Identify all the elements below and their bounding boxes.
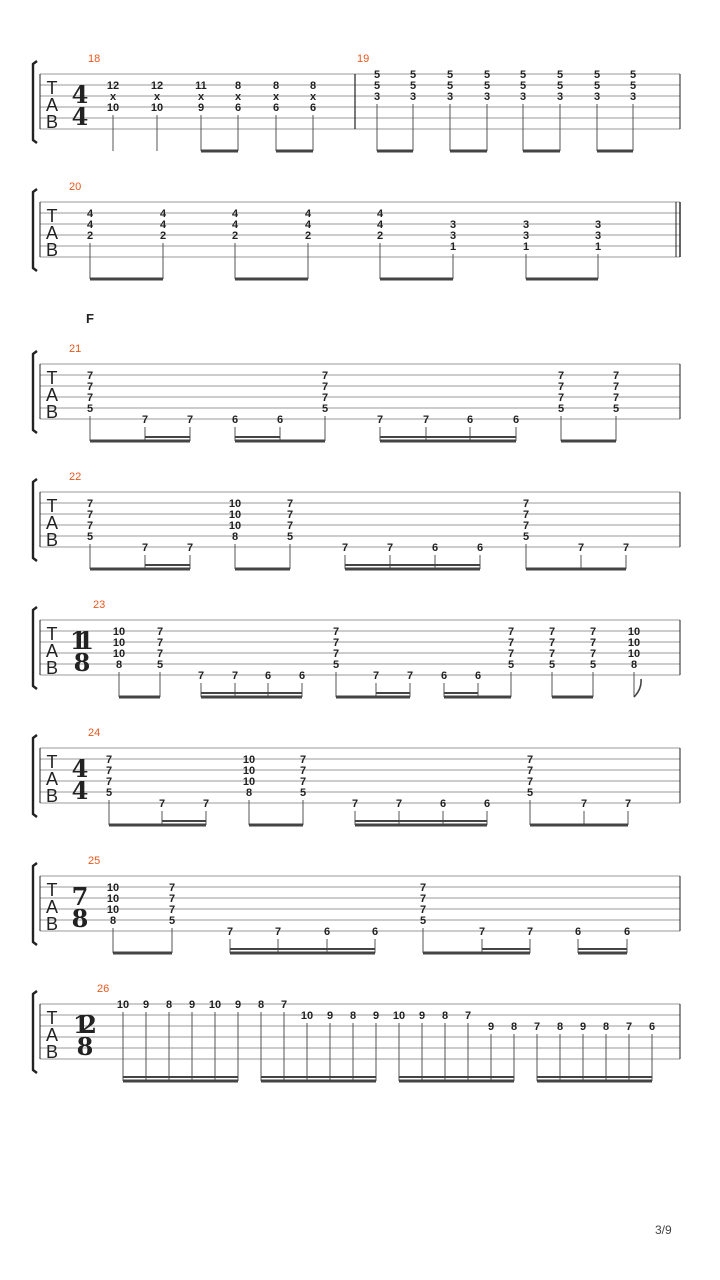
fret-number: 7 xyxy=(526,765,534,777)
fret-number: 9 xyxy=(197,102,205,114)
fret-number: 7 xyxy=(376,414,384,426)
fret-number: 6 xyxy=(323,926,331,938)
fret-number: 5 xyxy=(612,403,620,415)
system-bracket xyxy=(33,863,37,945)
fret-number: 4 xyxy=(304,208,312,220)
fret-number: 8 xyxy=(441,1010,449,1022)
fret-number: 4 xyxy=(376,208,384,220)
fret-number: 7 xyxy=(522,509,530,521)
fret-number: 6 xyxy=(234,102,242,114)
fret-number: 6 xyxy=(309,102,317,114)
fret-number: 5 xyxy=(556,80,564,92)
fret-number: 5 xyxy=(556,69,564,81)
fret-number: 5 xyxy=(409,69,417,81)
tab-letter: A xyxy=(45,1025,59,1045)
page-number: 3/9 xyxy=(655,1223,672,1237)
fret-number: 5 xyxy=(526,787,534,799)
fret-number: 7 xyxy=(226,926,234,938)
fret-number: 6 xyxy=(476,542,484,554)
tab-letter: A xyxy=(45,897,59,917)
fret-number: 7 xyxy=(548,648,556,660)
fret-number: 5 xyxy=(593,69,601,81)
fret-number: 8 xyxy=(234,80,242,92)
fret-number: 3 xyxy=(556,91,564,103)
fret-number: 5 xyxy=(409,80,417,92)
fret-number: 5 xyxy=(557,403,565,415)
fret-number: 7 xyxy=(105,776,113,788)
fret-number: 8 xyxy=(630,659,638,671)
fret-number: 5 xyxy=(86,531,94,543)
time-signature-top: 4 xyxy=(71,80,89,109)
fret-number: 6 xyxy=(483,798,491,810)
measure-number: 20 xyxy=(69,181,82,193)
fret-number: 10 xyxy=(627,637,641,649)
fret-number: 7 xyxy=(612,370,620,382)
fret-number: 7 xyxy=(464,1010,472,1022)
fret-number: 10 xyxy=(106,904,120,916)
fret-number: 7 xyxy=(156,648,164,660)
fret-number: 5 xyxy=(168,915,176,927)
fret-number: x xyxy=(309,91,317,103)
fret-number: 7 xyxy=(341,542,349,554)
fret-number: 3 xyxy=(373,91,381,103)
fret-number: 7 xyxy=(286,520,294,532)
fret-number: 7 xyxy=(478,926,486,938)
fret-number: 9 xyxy=(234,999,242,1011)
fret-number: 5 xyxy=(156,659,164,671)
fret-number: 7 xyxy=(156,626,164,638)
fret-number: 4 xyxy=(304,219,312,231)
fret-number: 9 xyxy=(579,1021,587,1033)
fret-number: 6 xyxy=(231,414,239,426)
measure-number: 25 xyxy=(88,855,101,867)
fret-number: 6 xyxy=(474,670,482,682)
measure-number: 19 xyxy=(357,53,370,65)
tab-letter: A xyxy=(45,513,59,533)
fret-number: 12 xyxy=(150,80,164,92)
note-flag xyxy=(634,679,641,697)
fret-number: 5 xyxy=(321,403,329,415)
fret-number: 7 xyxy=(156,637,164,649)
fret-number: 10 xyxy=(228,520,242,532)
fret-number: 7 xyxy=(286,509,294,521)
system-bracket xyxy=(33,991,37,1073)
fret-number: 7 xyxy=(351,798,359,810)
tab-letter: B xyxy=(45,786,59,806)
system-bracket xyxy=(33,479,37,561)
fret-number: 12 xyxy=(106,80,120,92)
fret-number: 5 xyxy=(483,80,491,92)
fret-number: 7 xyxy=(141,414,149,426)
fret-number: 10 xyxy=(242,754,256,766)
fret-number: 7 xyxy=(422,414,430,426)
fret-number: 5 xyxy=(629,69,637,81)
fret-number: 10 xyxy=(208,999,222,1011)
fret-number: 8 xyxy=(272,80,280,92)
tab-letter: B xyxy=(45,914,59,934)
fret-number: 7 xyxy=(321,381,329,393)
fret-number: 10 xyxy=(150,102,164,114)
time-signature-bottom: 4 xyxy=(71,102,89,131)
tab-letter: T xyxy=(46,752,58,772)
fret-number: 10 xyxy=(242,765,256,777)
fret-number: 10 xyxy=(228,498,242,510)
tab-letter: T xyxy=(46,624,58,644)
fret-number: 7 xyxy=(86,520,94,532)
fret-number: 7 xyxy=(321,392,329,404)
fret-number: 7 xyxy=(548,626,556,638)
fret-number: 1 xyxy=(594,241,602,253)
fret-number: 7 xyxy=(86,381,94,393)
fret-number: 6 xyxy=(512,414,520,426)
tab-letter: B xyxy=(45,402,59,422)
measure-number: 26 xyxy=(97,983,110,995)
fret-number: x xyxy=(234,91,242,103)
tab-letter: A xyxy=(45,95,59,115)
fret-number: 3 xyxy=(629,91,637,103)
tab-letter: T xyxy=(46,496,58,516)
fret-number: 10 xyxy=(106,893,120,905)
fret-number: 4 xyxy=(159,208,167,220)
fret-number: 7 xyxy=(202,798,210,810)
fret-number: 10 xyxy=(112,637,126,649)
time-signature-top: 7 xyxy=(71,882,89,911)
measure-number: 21 xyxy=(69,343,82,355)
fret-number: 7 xyxy=(231,670,239,682)
fret-number: 5 xyxy=(286,531,294,543)
time-signature-bottom: 8 xyxy=(73,648,91,677)
fret-number: 7 xyxy=(625,1021,633,1033)
fret-number: 5 xyxy=(446,69,454,81)
fret-number: 4 xyxy=(376,219,384,231)
fret-number: 7 xyxy=(612,392,620,404)
time-signature-bottom: 8 xyxy=(76,1032,94,1061)
fret-number: 10 xyxy=(242,776,256,788)
fret-number: 5 xyxy=(589,659,597,671)
fret-number: 3 xyxy=(594,230,602,242)
fret-number: 6 xyxy=(648,1021,656,1033)
time-signature-top: 4 xyxy=(71,754,89,783)
time-signature-bottom: 8 xyxy=(71,904,89,933)
fret-number: 7 xyxy=(332,648,340,660)
fret-number: 7 xyxy=(332,626,340,638)
fret-number: 7 xyxy=(419,882,427,894)
fret-number: 2 xyxy=(159,230,167,242)
fret-number: 5 xyxy=(419,915,427,927)
fret-number: 7 xyxy=(533,1021,541,1033)
fret-number: 6 xyxy=(276,414,284,426)
fret-number: 7 xyxy=(86,498,94,510)
fret-number: 3 xyxy=(593,91,601,103)
fret-number: 7 xyxy=(86,509,94,521)
fret-number: 6 xyxy=(272,102,280,114)
fret-number: 3 xyxy=(446,91,454,103)
fret-number: 3 xyxy=(483,91,491,103)
fret-number: 8 xyxy=(231,531,239,543)
fret-number: 9 xyxy=(418,1010,426,1022)
system-bracket xyxy=(33,351,37,433)
fret-number: 5 xyxy=(519,80,527,92)
fret-number: 7 xyxy=(372,670,380,682)
fret-number: 8 xyxy=(257,999,265,1011)
fret-number: 7 xyxy=(105,754,113,766)
fret-number: 7 xyxy=(419,893,427,905)
fret-number: x xyxy=(272,91,280,103)
fret-number: 9 xyxy=(142,999,150,1011)
fret-number: 3 xyxy=(522,230,530,242)
tab-letter: A xyxy=(45,223,59,243)
fret-number: 7 xyxy=(622,542,630,554)
fret-number: 7 xyxy=(612,381,620,393)
system-bracket xyxy=(33,735,37,817)
fret-number: 7 xyxy=(321,370,329,382)
fret-number: 8 xyxy=(349,1010,357,1022)
section-marker: F xyxy=(86,311,94,326)
fret-number: 8 xyxy=(115,659,123,671)
fret-number: 7 xyxy=(105,765,113,777)
fret-number: 5 xyxy=(446,80,454,92)
fret-number: 5 xyxy=(332,659,340,671)
fret-number: 5 xyxy=(86,403,94,415)
fret-number: 7 xyxy=(158,798,166,810)
fret-number: 7 xyxy=(280,999,288,1011)
measure-number: 22 xyxy=(69,471,82,483)
fret-number: 8 xyxy=(245,787,253,799)
fret-number: 7 xyxy=(507,637,515,649)
fret-number: 6 xyxy=(431,542,439,554)
tab-letter: A xyxy=(45,385,59,405)
tab-letter: B xyxy=(45,1042,59,1062)
fret-number: 3 xyxy=(522,219,530,231)
fret-number: 2 xyxy=(231,230,239,242)
fret-number: x xyxy=(109,91,117,103)
fret-number: 7 xyxy=(332,637,340,649)
measure-number: 24 xyxy=(88,727,101,739)
fret-number: 10 xyxy=(228,509,242,521)
fret-number: 7 xyxy=(141,542,149,554)
fret-number: 7 xyxy=(395,798,403,810)
fret-number: 7 xyxy=(526,926,534,938)
fret-number: 4 xyxy=(159,219,167,231)
fret-number: 5 xyxy=(299,787,307,799)
fret-number: 6 xyxy=(466,414,474,426)
tab-letter: B xyxy=(45,240,59,260)
fret-number: 7 xyxy=(386,542,394,554)
fret-number: 10 xyxy=(112,626,126,638)
fret-number: 9 xyxy=(326,1010,334,1022)
fret-number: 7 xyxy=(406,670,414,682)
fret-number: 3 xyxy=(409,91,417,103)
fret-number: 7 xyxy=(548,637,556,649)
fret-number: 7 xyxy=(286,498,294,510)
fret-number: 10 xyxy=(116,999,130,1011)
measure-number: 18 xyxy=(88,53,101,65)
fret-number: 10 xyxy=(627,626,641,638)
fret-number: 7 xyxy=(577,542,585,554)
fret-number: 6 xyxy=(623,926,631,938)
fret-number: 8 xyxy=(510,1021,518,1033)
fret-number: 10 xyxy=(112,648,126,660)
fret-number: 10 xyxy=(106,102,120,114)
fret-number: 9 xyxy=(372,1010,380,1022)
fret-number: 3 xyxy=(449,219,457,231)
fret-number: 7 xyxy=(526,754,534,766)
fret-number: 3 xyxy=(594,219,602,231)
fret-number: 4 xyxy=(231,208,239,220)
fret-number: 4 xyxy=(231,219,239,231)
fret-number: 7 xyxy=(168,882,176,894)
system-bracket xyxy=(33,61,37,143)
measure-number: 23 xyxy=(93,599,106,611)
fret-number: 6 xyxy=(574,926,582,938)
fret-number: x xyxy=(197,91,205,103)
fret-number: 7 xyxy=(419,904,427,916)
fret-number: 10 xyxy=(627,648,641,660)
fret-number: 5 xyxy=(629,80,637,92)
fret-number: 7 xyxy=(522,498,530,510)
fret-number: 3 xyxy=(449,230,457,242)
tab-letter: T xyxy=(46,880,58,900)
time-signature-top: 12 xyxy=(73,1010,97,1039)
fret-number: 10 xyxy=(106,882,120,894)
fret-number: 7 xyxy=(299,765,307,777)
tab-letter: T xyxy=(46,78,58,98)
fret-number: 8 xyxy=(602,1021,610,1033)
fret-number: x xyxy=(153,91,161,103)
fret-number: 7 xyxy=(168,904,176,916)
fret-number: 6 xyxy=(371,926,379,938)
fret-number: 5 xyxy=(373,69,381,81)
fret-number: 9 xyxy=(487,1021,495,1033)
fret-number: 7 xyxy=(186,542,194,554)
time-signature-top: 11 xyxy=(70,626,94,655)
tab-letter: B xyxy=(45,530,59,550)
fret-number: 9 xyxy=(188,999,196,1011)
fret-number: 2 xyxy=(304,230,312,242)
fret-number: 7 xyxy=(522,520,530,532)
tab-letter: B xyxy=(45,658,59,678)
fret-number: 5 xyxy=(548,659,556,671)
fret-number: 7 xyxy=(168,893,176,905)
fret-number: 2 xyxy=(376,230,384,242)
fret-number: 10 xyxy=(392,1010,406,1022)
fret-number: 8 xyxy=(109,915,117,927)
fret-number: 3 xyxy=(519,91,527,103)
fret-number: 2 xyxy=(86,230,94,242)
fret-number: 1 xyxy=(522,241,530,253)
fret-number: 1 xyxy=(449,241,457,253)
fret-number: 7 xyxy=(589,637,597,649)
fret-number: 4 xyxy=(86,219,94,231)
fret-number: 7 xyxy=(86,370,94,382)
fret-number: 5 xyxy=(373,80,381,92)
fret-number: 5 xyxy=(593,80,601,92)
fret-number: 5 xyxy=(519,69,527,81)
fret-number: 8 xyxy=(165,999,173,1011)
fret-number: 6 xyxy=(264,670,272,682)
tab-letter: T xyxy=(46,368,58,388)
tab-letter: T xyxy=(46,1008,58,1028)
fret-number: 7 xyxy=(557,392,565,404)
fret-number: 8 xyxy=(309,80,317,92)
fret-number: 7 xyxy=(507,648,515,660)
fret-number: 5 xyxy=(507,659,515,671)
fret-number: 7 xyxy=(557,381,565,393)
fret-number: 7 xyxy=(186,414,194,426)
fret-number: 6 xyxy=(439,798,447,810)
fret-number: 10 xyxy=(300,1010,314,1022)
fret-number: 6 xyxy=(298,670,306,682)
tab-letter: A xyxy=(45,769,59,789)
fret-number: 5 xyxy=(105,787,113,799)
fret-number: 5 xyxy=(522,531,530,543)
fret-number: 7 xyxy=(589,648,597,660)
tab-letter: T xyxy=(46,206,58,226)
fret-number: 4 xyxy=(86,208,94,220)
tab-letter: A xyxy=(45,641,59,661)
fret-number: 7 xyxy=(589,626,597,638)
fret-number: 7 xyxy=(299,754,307,766)
fret-number: 7 xyxy=(507,626,515,638)
fret-number: 7 xyxy=(624,798,632,810)
system-bracket xyxy=(33,607,37,689)
fret-number: 7 xyxy=(526,776,534,788)
fret-number: 7 xyxy=(299,776,307,788)
fret-number: 8 xyxy=(556,1021,564,1033)
system-bracket xyxy=(33,189,37,271)
fret-number: 7 xyxy=(580,798,588,810)
time-signature-bottom: 4 xyxy=(71,776,89,805)
fret-number: 7 xyxy=(86,392,94,404)
fret-number: 7 xyxy=(274,926,282,938)
tab-letter: B xyxy=(45,112,59,132)
fret-number: 5 xyxy=(483,69,491,81)
fret-number: 11 xyxy=(195,80,207,92)
fret-number: 7 xyxy=(197,670,205,682)
fret-number: 6 xyxy=(440,670,448,682)
fret-number: 7 xyxy=(557,370,565,382)
